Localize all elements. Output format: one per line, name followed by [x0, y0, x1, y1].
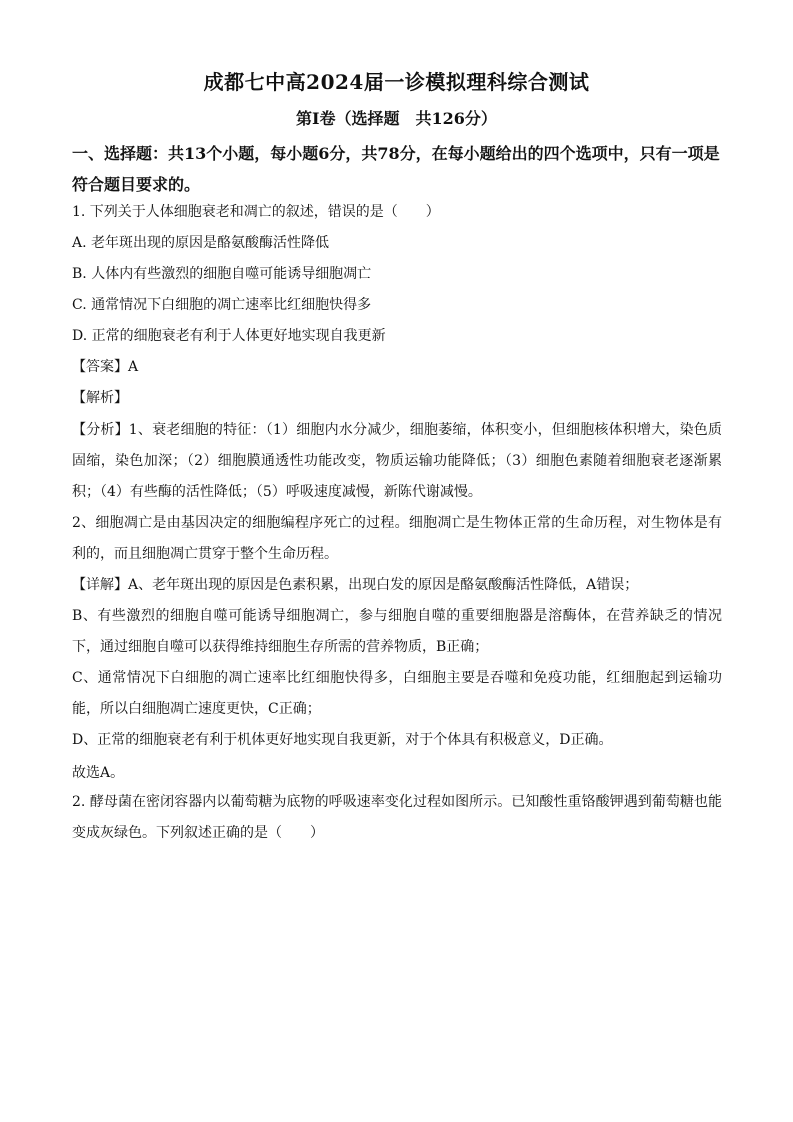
question-2-stem: 2. 酵母菌在密闭容器内以葡萄糖为底物的呼吸速率变化过程如图所示。已知酸性重铬酸钾遇到葡萄糖也能变成灰绿色。下列叙述正确的是（ ）	[72, 794, 722, 841]
question-1-option-b: B. 人体内有些激烈的细胞自噬可能诱导细胞凋亡	[72, 266, 372, 282]
answer-label: 【答案】A	[72, 359, 139, 375]
page-title: 成都七中高2024届一诊模拟理科综合测试	[203, 70, 590, 94]
question-1-stem: 1. 下列关于人体细胞衰老和凋亡的叙述，错误的是（ ）	[72, 204, 440, 220]
analysis-paragraph-2: 2、细胞凋亡是由基因决定的细胞编程序死亡的过程。细胞凋亡是生物体正常的生命历程，对生物体是有利的，而且细胞凋亡贯穿于整个生命历程。	[72, 515, 722, 562]
question-1-option-a: A. 老年斑出现的原因是酪氨酸酶活性降低	[72, 235, 330, 251]
detail-d: D、正常的细胞衰老有利于机体更好地实现自我更新，对于个体具有积极意义，D正确。	[72, 732, 613, 748]
detail-a: 【详解】A、老年斑出现的原因是色素积累，出现白发的原因是酪氨酸酶活性降低，A错误；	[72, 577, 639, 593]
question-1-option-c: C. 通常情况下白细胞的凋亡速率比红细胞快得多	[72, 297, 372, 313]
analysis-paragraph-1: 【分析】1、衰老细胞的特征：（1）细胞内水分减少，细胞萎缩，体积变小，但细胞核体积增大，染色质固缩，染色加深；（2）细胞膜通透性功能改变，物质运输功能降低；（3）细胞色素随着细胞衰老逐渐累积；（4）有些酶的活性降低；（5）呼吸速度减慢，新陈代谢减慢。	[72, 422, 722, 500]
detail-b: B、有些激烈的细胞自噬可能诱导细胞凋亡，参与细胞自噬的重要细胞器是溶酶体，在营养缺乏的情况下，通过细胞自噬可以获得维持细胞生存所需的营养物质，B正确；	[72, 608, 722, 655]
question-1-option-d: D. 正常的细胞衰老有利于人体更好地实现自我更新	[72, 328, 386, 344]
section-heading: 一、选择题：共13个小题，每小题6分，共78分，在每小题给出的四个选项中，只有一项是符合题目要求的。	[72, 144, 720, 194]
conclusion: 故选A。	[72, 765, 125, 781]
detail-c: C、通常情况下白细胞的凋亡速率比红细胞快得多，白细胞主要是吞噬和免疫功能，红细胞起到运输功能，所以白细胞凋亡速度更快，C正确；	[72, 670, 722, 717]
section-subtitle: 第Ⅰ卷（选择题 共126分）	[296, 109, 497, 128]
analysis-label: 【解析】	[72, 390, 128, 406]
